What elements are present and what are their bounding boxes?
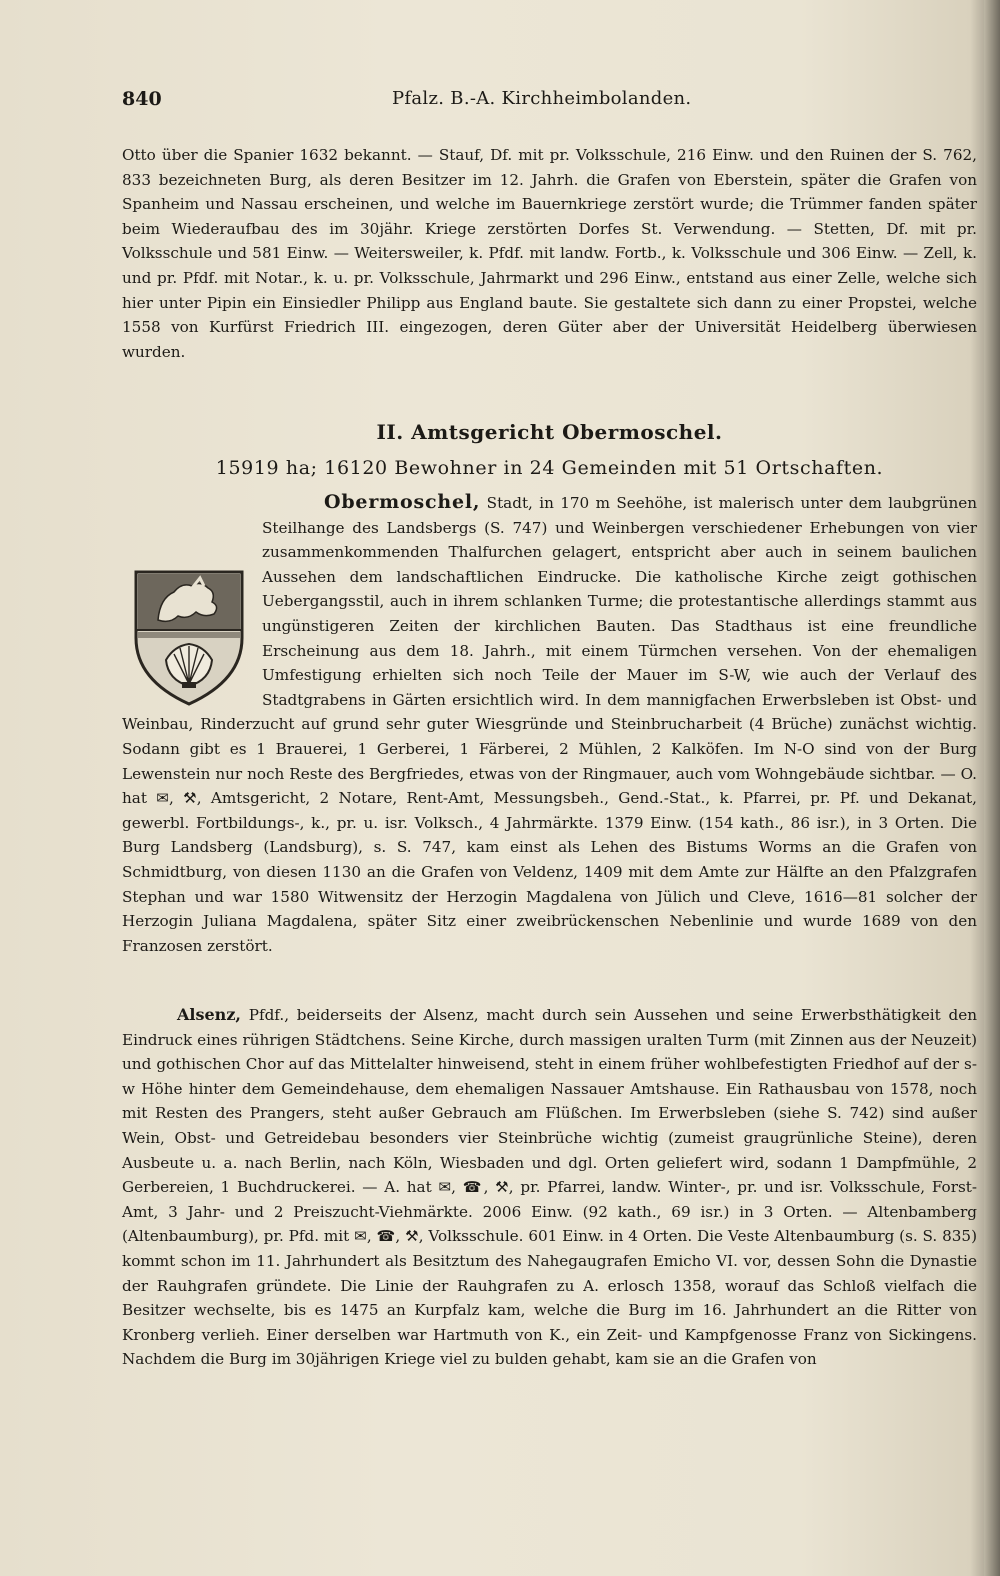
- page-header: [122, 88, 982, 118]
- entry-lead-alsenz: Alsenz,: [177, 1005, 241, 1024]
- section-heading: II. Amtsgericht Obermoschel.: [376, 420, 723, 444]
- page-edge-shadow: [984, 0, 1000, 1576]
- paragraph-text: Otto über die Spanier 1632 bekannt. — Stauf, Df. mit pr. Volksschule, 216 Einw. und den Ruinen der S. 762, 833 bezeichneten Burg, als deren Besitzer im 12. Jahrh. die Grafen von Eberstein, später die Grafen von Spanheim und Nassau erscheinen, und welche im Bauernkriege zerstört wurde; die Trümmer fanden später beim Wiederaufbau des im 30jähr. Kriege zerstörten Dorfes St. Verwendung. — Stetten, Df. mit pr. Volksschule und 581 Einw. — Weitersweiler, k. Pfdf. mit landw. Fortb., k. Volksschule und 306 Einw. — Zell, k. und pr. Pfdf. mit Notar., k. u. pr. Volksschule, Jahrmarkt und 296 Einw., entstand aus einer Zelle, welche sich hier unter Pipin ein Einsiedler Philipp aus England baute. Sie gestaltete sich dann zu einer Propstei, welche 1558 von Kurfürst Friedrich III. eingezogen, deren Güter aber der Universität Heidelberg überwiesen wurden.: [122, 146, 977, 361]
- page-number: 840: [122, 88, 162, 110]
- entry-lead-obermoschel: Obermoschel,: [324, 491, 481, 513]
- obermoschel-coat-of-arms-icon: [130, 568, 248, 708]
- running-head: Pfalz. B.-A. Kirchheimbolanden.: [392, 88, 692, 109]
- paragraph-alsenz: [122, 1003, 977, 1372]
- paragraph-text: Pfdf., beiderseits der Alsenz, macht durch sein Aussehen und seine Erwerbsthätigkeit den Eindruck eines rührigen Städtchens. Seine Kirche, durch massigen uralten Turm (mit Zinnen aus der Neuzeit) und gothischen Chor auf das Mittelalter hinweisend, steht in einem früher wohlbefestigten Friedhof auf der s-w Höhe hinter dem Gemeindehause, dem ehemaligen Nassauer Amtshause. Ein Rathausbau von 1578, noch mit Resten des Prangers, steht außer Gebrauch am Flüßchen. Im Erwerbsleben (siehe S. 742) sind außer Wein, Obst- und Getreidebau besonders vier Steinbrüche wichtig (zumeist graugrünliche Steine), deren Ausbeute u. a. nach Berlin, nach Köln, Wiesbaden und dgl. Orten geliefert wird, sodann 1 Dampfmühle, 2 Gerbereien, 1 Buchdruckerei. — A. hat ✉, ☎, ⚒, pr. Pfarrei, landw. Winter-, pr. und isr. Volksschule, Forst-Amt, 3 Jahr- und 2 Preiszucht-Viehmärkte. 2006 Einw. (92 kath., 69 isr.) in 3 Orten. — Altenbamberg (Altenbaumburg), pr. Pfd. mit ✉, ☎, ⚒, Volksschule. 601 Einw. in 4 Orten. Die Veste Altenbaumburg (s. S. 835) kommt schon im 11. Jahrhundert als Besitztum des Nahegaugrafen Emicho VI. vor, dessen Sohn die Dynastie der Rauhgrafen gründete. Die Linie der Rauhgrafen zu A. erlosch 1358, worauf das Schloß vielfach die Besitzer wechselte, bis es 1475 an Kurpfalz kam, welche die Burg im 16. Jahrhundert an die Ritter von Kronberg verlieh. Einer derselben war Hartmuth von K., ein Zeit- und Kampfgenosse Franz von Sickingens. Nachdem die Burg im 30jährigen Kriege viel zu bulden gehabt, kam sie an die Grafen von: [122, 1006, 977, 1369]
- paragraph-obermoschel: [122, 490, 977, 958]
- paragraph-stauf-zell: [122, 143, 977, 364]
- section-subheading: 15919 ha; 16120 Bewohner in 24 Gemeinden mit 51 Ortschaften.: [215, 457, 884, 479]
- paragraph-text: Stadt, in 170 m Seehöhe, ist malerisch unter dem laubgrünen Steilhange des Landsbergs (S. 747) und Weinbergen verschiedener Erhebungen von vier zusammenkommenden Thalfurchen gelagert, entspricht aber auch in seinem baulichen Aussehen dem landschaftlichen Eindrucke. Die katholische Kirche zeigt gothischen Uebergangsstil, auch in ihrem schlanken Turme; die protestantische allerdings stammt aus ungünstigeren Zeiten der kirchlichen Bauten. Das Stadthaus ist eine freundliche Erscheinung aus dem 18. Jahrh., mit einem Türmchen versehen. Von der ehemaligen Umfestigung erhielten sich noch Teile der Mauer im S-W, wie auch der Verlauf des Stadtgrabens in Gärten ersichtlich wird. In dem mannigfachen Erwerbsleben ist Obst- und Weinbau, Rinderzucht auf grund sehr guter Wiesgründe und Steinbrucharbeit (4 Brüche) zunächst wichtig. Sodann gibt es 1 Brauerei, 1 Gerberei, 1 Färberei, 2 Mühlen, 2 Kalköfen. Im N-O sind von der Burg Lewenstein nur noch Reste des Bergfriedes, etwas von der Ringmauer, auch vom Wohngebäude sichtbar. — O. hat ✉, ⚒, Amtsgericht, 2 Notare, Rent-Amt, Messungsbeh., Gend.-Stat., k. Pfarrei, pr. Pf. und Dekanat, gewerbl. Fortbildungs-, k., pr. u. isr. Volksch., 4 Jahrmärkte. 1379 Einw. (154 kath., 86 isr.), in 3 Orten. Die Burg Landsberg (Landsburg), s. S. 747, kam einst als Lehen des Bistums Worms an die Grafen von Schmidtburg, von diesen 1130 an die Grafen von Veldenz, 1409 mit dem Amte zur Hälfte an den Pfalzgrafen Stephan und war 1580 Witwensitz der Herzogin Magdalena von Jülich und Cleve, 1616—81 solcher der Herzogin Juliana Magdalena, später Sitz einer zweibrückenschen Nebenlinie und wurde 1689 von den Franzosen zerstört.: [122, 494, 977, 955]
